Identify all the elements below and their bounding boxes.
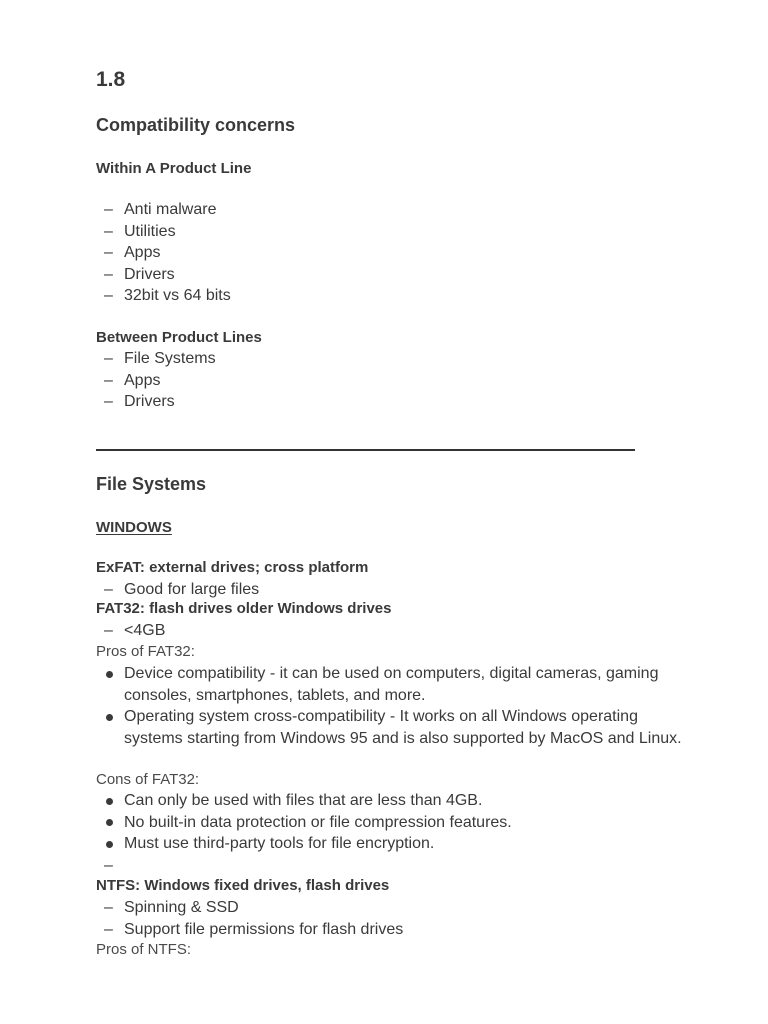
fat32-pros-label: Pros of FAT32: bbox=[96, 643, 195, 660]
bullet-dot bbox=[106, 714, 113, 721]
fat32-heading: FAT32: flash drives older Windows drives bbox=[96, 600, 392, 617]
list-item: – Anti malware bbox=[104, 199, 231, 221]
list-item: – File Systems bbox=[104, 348, 216, 370]
bullet-dot bbox=[106, 841, 113, 848]
horizontal-divider bbox=[96, 449, 635, 451]
dash-marker: – bbox=[104, 920, 113, 938]
dash-marker: – bbox=[104, 244, 113, 262]
dash-marker: – bbox=[104, 222, 113, 240]
windows-heading: WINDOWS bbox=[96, 519, 172, 536]
dash-marker: – bbox=[104, 899, 113, 916]
list-item: – <4GB bbox=[104, 620, 165, 642]
exfat-heading: ExFAT: external drives; cross platform bbox=[96, 559, 369, 576]
section-number: 1.8 bbox=[96, 68, 126, 91]
list-item: – Apps bbox=[104, 370, 216, 392]
ntfs-heading: NTFS: Windows fixed drives, flash drives bbox=[96, 877, 390, 894]
dash-marker: – bbox=[104, 857, 113, 874]
dash-marker: – bbox=[104, 622, 113, 639]
bullet-dot bbox=[106, 819, 113, 826]
list-item: – 32bit vs 64 bits bbox=[104, 285, 231, 307]
dash-marker: – bbox=[104, 581, 113, 598]
dash-marker: – bbox=[104, 371, 113, 389]
list-item: Operating system cross-compatibility - It works on all Windows operating systems starting from Windows 95 and is also supported by MacOS and Linux. bbox=[104, 706, 684, 749]
file-systems-title: File Systems bbox=[96, 474, 207, 494]
list-item: – Drivers bbox=[104, 391, 216, 413]
list-item bbox=[104, 855, 124, 877]
within-product-line-list bbox=[104, 199, 231, 307]
dash-marker: – bbox=[104, 287, 113, 305]
list-item: Device compatibility - it can be used on computers, digital cameras, gaming consoles, smartphones, tablets, and more. bbox=[104, 663, 684, 706]
dash-marker: – bbox=[104, 350, 113, 367]
between-product-lines-list bbox=[104, 348, 216, 413]
exfat-list bbox=[104, 579, 259, 601]
fat32-cons-label: Cons of FAT32: bbox=[96, 771, 200, 788]
fat32-pros-list bbox=[104, 663, 684, 749]
within-product-line-heading: Within A Product Line bbox=[96, 160, 252, 177]
between-product-lines-heading: Between Product Lines bbox=[96, 329, 262, 346]
dash-marker: – bbox=[104, 265, 113, 283]
list-item: – Drivers bbox=[104, 264, 231, 286]
fat32-list bbox=[104, 620, 165, 642]
list-item: – Utilities bbox=[104, 221, 231, 243]
dash-marker: – bbox=[104, 201, 113, 218]
bullet-dot bbox=[106, 671, 113, 678]
bullet-dot bbox=[106, 798, 113, 805]
fat32-cons-list bbox=[104, 790, 684, 855]
list-item: – Good for large files bbox=[104, 579, 259, 601]
list-item: No built-in data protection or file compression features. bbox=[104, 812, 684, 834]
dash-marker: – bbox=[104, 393, 113, 411]
empty-dash-list bbox=[104, 855, 124, 877]
list-item: Must use third-party tools for file encryption. bbox=[104, 833, 684, 855]
list-item: – Support file permissions for flash drives bbox=[104, 919, 403, 941]
list-item: Can only be used with files that are less than 4GB. bbox=[104, 790, 684, 812]
list-item: – Spinning & SSD bbox=[104, 897, 403, 919]
ntfs-pros-label: Pros of NTFS: bbox=[96, 941, 192, 958]
list-item: – Apps bbox=[104, 242, 231, 264]
ntfs-list bbox=[104, 897, 403, 940]
compatibility-title: Compatibility concerns bbox=[96, 115, 296, 135]
